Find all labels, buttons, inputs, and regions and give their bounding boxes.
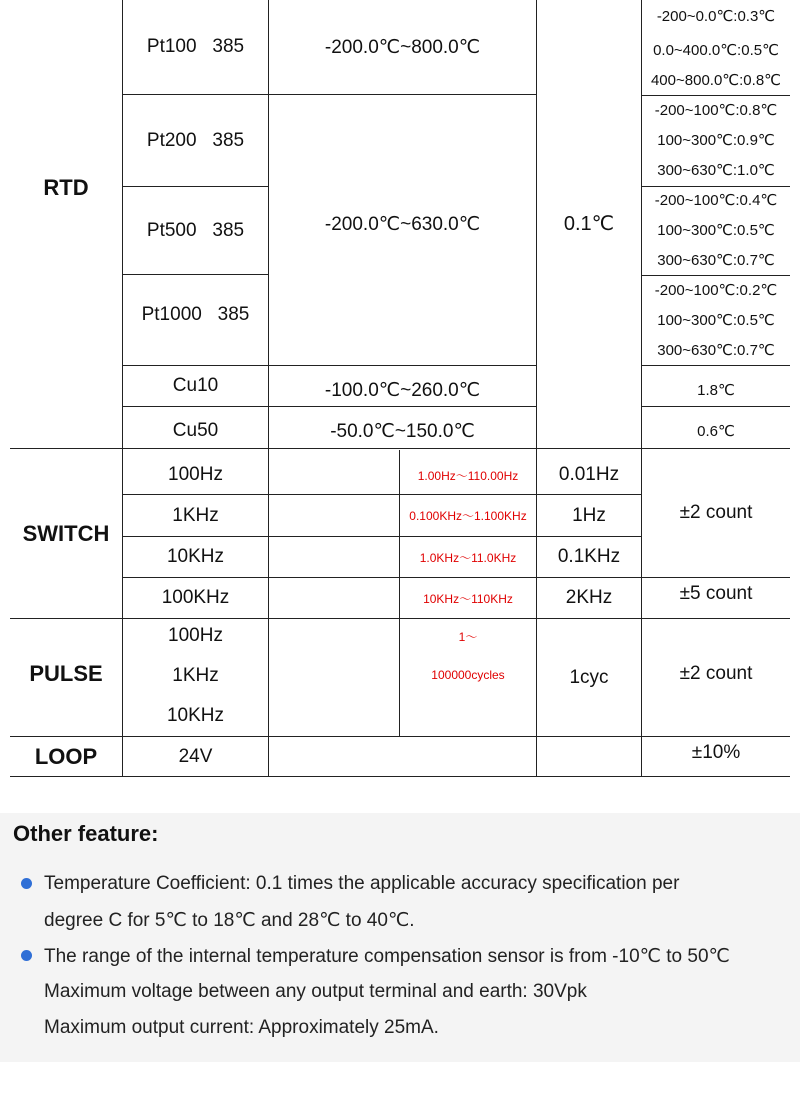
rtd-range: -200.0℃~800.0℃ (324, 36, 481, 58)
switch-resolution: 0.01Hz (558, 464, 620, 485)
loop-accuracy: ±10% (691, 742, 741, 763)
switch-frequency-range: 10KHz～110KHz (423, 591, 513, 606)
rtd-accuracy: -200~100℃:0.8℃ (654, 102, 778, 119)
pulse-resolution: 1cyc (569, 666, 609, 688)
feature-text: Temperature Coefficient: 0.1 times the applicable accuracy specification per (44, 873, 680, 894)
rtd-range: -50.0℃~150.0℃ (330, 420, 475, 442)
rtd-range: -100.0℃~260.0℃ (324, 379, 481, 401)
bullet-icon (21, 950, 32, 961)
other-feature-panel (0, 813, 800, 1062)
rtd-accuracy: 300~630℃:0.7℃ (657, 342, 775, 359)
pulse-range: 100Hz (168, 625, 223, 646)
rtd-accuracy: 100~300℃:0.9℃ (657, 132, 775, 149)
rtd-sensor-name: Cu50 (172, 420, 219, 441)
switch-range: 100KHz (161, 587, 230, 608)
table-gridline (641, 186, 790, 187)
switch-group-label: SWITCH (22, 520, 110, 546)
rtd-accuracy: 400~800.0℃:0.8℃ (650, 72, 782, 89)
bullet-icon (21, 878, 32, 889)
rtd-range-shared: -200.0℃~630.0℃ (324, 213, 481, 235)
switch-frequency-range: 1.0KHz～11.0KHz (419, 550, 517, 565)
switch-resolution: 0.1KHz (557, 546, 621, 567)
pulse-count-range: 1～ (458, 629, 478, 644)
rtd-accuracy: 1.8℃ (697, 382, 735, 399)
table-gridline (10, 776, 790, 777)
rtd-accuracy: 100~300℃:0.5℃ (657, 312, 775, 329)
rtd-accuracy: -200~100℃:0.4℃ (654, 192, 778, 209)
other-feature-title: Other feature: (13, 821, 159, 846)
switch-resolution: 2KHz (565, 587, 613, 608)
pulse-count-range: 100000cycles (431, 668, 505, 682)
pulse-range: 10KHz (166, 705, 225, 726)
rtd-sensor-name: Cu10 (172, 375, 219, 396)
loop-value: 24V (178, 745, 213, 767)
rtd-accuracy: 0.6℃ (697, 423, 735, 440)
pulse-accuracy: ±2 count (679, 663, 753, 684)
loop-group-label: LOOP (34, 743, 98, 769)
rtd-accuracy: -200~0.0℃:0.3℃ (656, 8, 776, 25)
rtd-accuracy: 300~630℃:1.0℃ (657, 162, 775, 179)
switch-range: 100Hz (168, 464, 223, 485)
switch-frequency-range: 1.00Hz～110.00Hz (417, 468, 519, 483)
rtd-sensor-name: Pt100 385 (146, 36, 245, 57)
table-gridline (641, 95, 790, 96)
switch-frequency-range: 0.100KHz～1.100KHz (409, 509, 527, 523)
switch-range: 10KHz (166, 546, 225, 567)
pulse-range: 1KHz (172, 665, 219, 686)
switch-range: 1KHz (172, 504, 219, 526)
feature-text: degree C for 5℃ to 18℃ and 28℃ to 40℃. (44, 910, 415, 931)
feature-text: Maximum voltage between any output terminal and earth: 30Vpk (44, 981, 587, 1002)
rtd-sensor-name: Pt500 385 (146, 219, 245, 241)
switch-accuracy: ±2 count (679, 502, 753, 523)
switch-accuracy: ±5 count (679, 583, 753, 604)
feature-text: Maximum output current: Approximately 25mA. (44, 1017, 439, 1038)
rtd-sensor-name: Pt1000 385 (141, 304, 250, 325)
rtd-group-label: RTD (43, 175, 89, 200)
feature-text: The range of the internal temperature compensation sensor is from -10℃ to 50℃ (44, 946, 730, 967)
rtd-accuracy: -200~100℃:0.2℃ (654, 282, 778, 299)
table-gridline (641, 275, 790, 276)
pulse-group-label: PULSE (29, 661, 103, 686)
rtd-accuracy: 0.0~400.0℃:0.5℃ (653, 42, 779, 59)
rtd-accuracy: 100~300℃:0.5℃ (657, 222, 775, 239)
switch-resolution: 1Hz (572, 504, 606, 526)
rtd-accuracy: 300~630℃:0.7℃ (657, 252, 775, 269)
rtd-resolution: 0.1℃ (563, 212, 615, 235)
rtd-sensor-name: Pt200 385 (146, 129, 245, 151)
